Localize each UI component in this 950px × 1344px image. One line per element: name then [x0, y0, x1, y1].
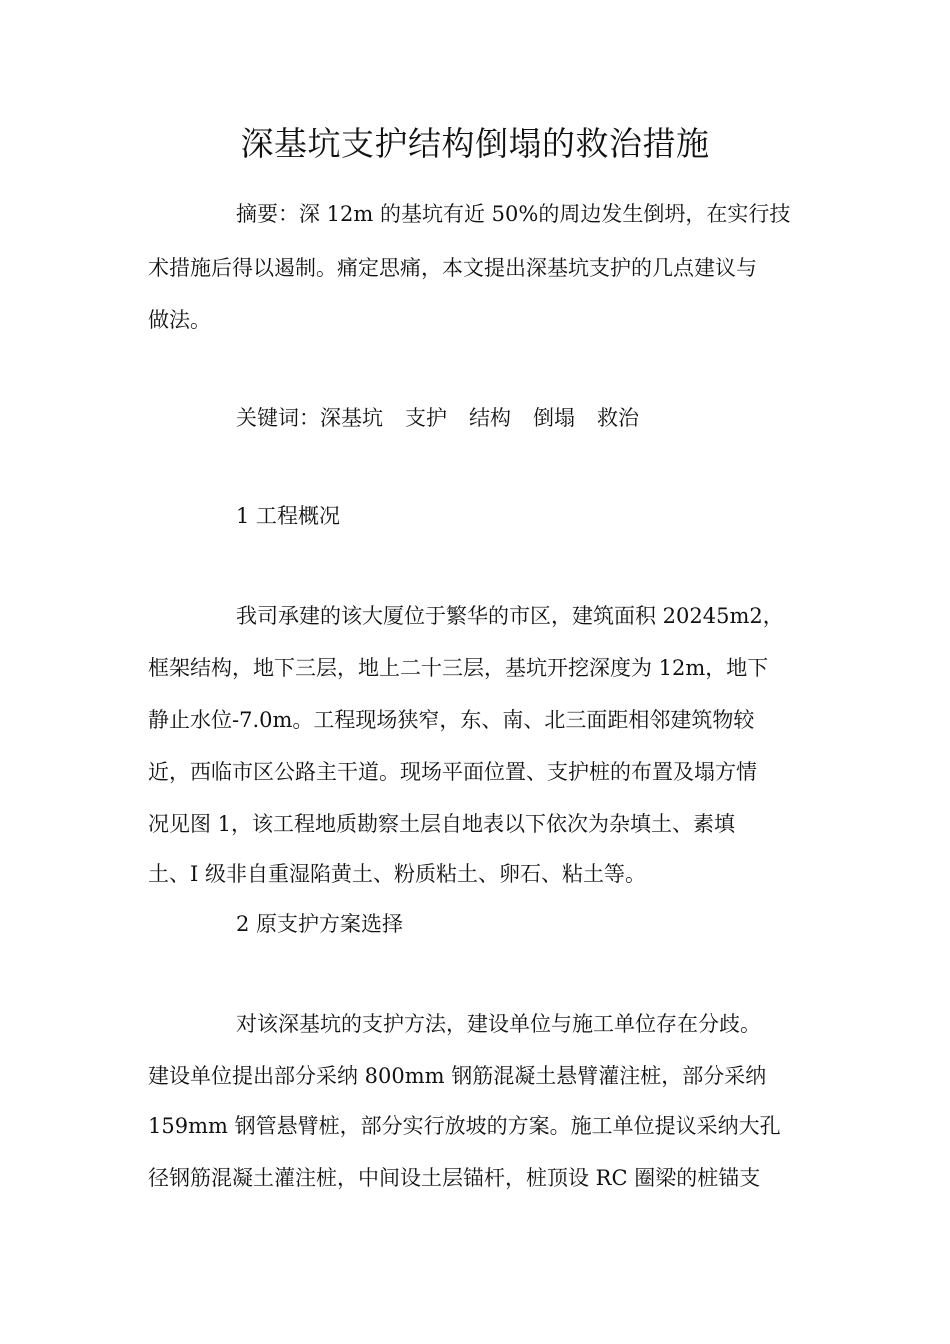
keywords-line	[236, 402, 808, 434]
body-line: 近，西临市区公路主干道。现场平面位置、支护桩的布置及塌方情	[148, 760, 757, 784]
body-line: 土、I 级非自重湿陷黄土、粉质粘土、卵石、粘土等。	[148, 862, 646, 886]
abstract-line: 做法。	[148, 308, 211, 332]
keyword: 结构	[469, 406, 511, 430]
keyword: 救治	[597, 406, 639, 430]
body-line: 况见图 1，该工程地质勘察土层自地表以下依次为杂填土、素填	[148, 812, 736, 836]
body-line: 我司承建的该大厦位于繁华的市区，建筑面积 20245m2，	[236, 604, 784, 628]
body-line: 建设单位提出部分采纳 800mm 钢筋混凝土悬臂灌注桩，部分采纳	[148, 1064, 767, 1088]
body-line: 静止水位-7.0m。工程现场狭窄，东、南、北三面距相邻建筑物较	[148, 708, 755, 732]
abstract-line: 术措施后得以遏制。痛定思痛，本文提出深基坑支护的几点建议与	[148, 256, 757, 280]
keyword: 倒塌	[533, 406, 575, 430]
keywords-label: 关键词：	[236, 406, 320, 430]
body-line: 对该深基坑的支护方法，建设单位与施工单位存在分歧。	[236, 1012, 761, 1036]
abstract-line: 摘要：深 12m 的基坑有近 50%的周边发生倒坍，在实行技	[236, 202, 791, 226]
body-line: 径钢筋混凝土灌注桩，中间设土层锚杆，桩顶设 RC 圈梁的桩锚支	[148, 1166, 761, 1190]
body-line: 框架结构，地下三层，地上二十三层，基坑开挖深度为 12m，地下	[148, 656, 769, 680]
document-title: 深基坑支护结构倒塌的救治措施	[240, 124, 710, 163]
section-heading: 2 原支护方案选择	[236, 912, 404, 936]
keyword: 深基坑	[320, 406, 383, 430]
keyword: 支护	[405, 406, 447, 430]
section-heading: 1 工程概况	[236, 504, 341, 528]
body-line: 159mm 钢管悬臂桩，部分实行放坡的方案。施工单位提议采纳大孔	[148, 1114, 781, 1138]
